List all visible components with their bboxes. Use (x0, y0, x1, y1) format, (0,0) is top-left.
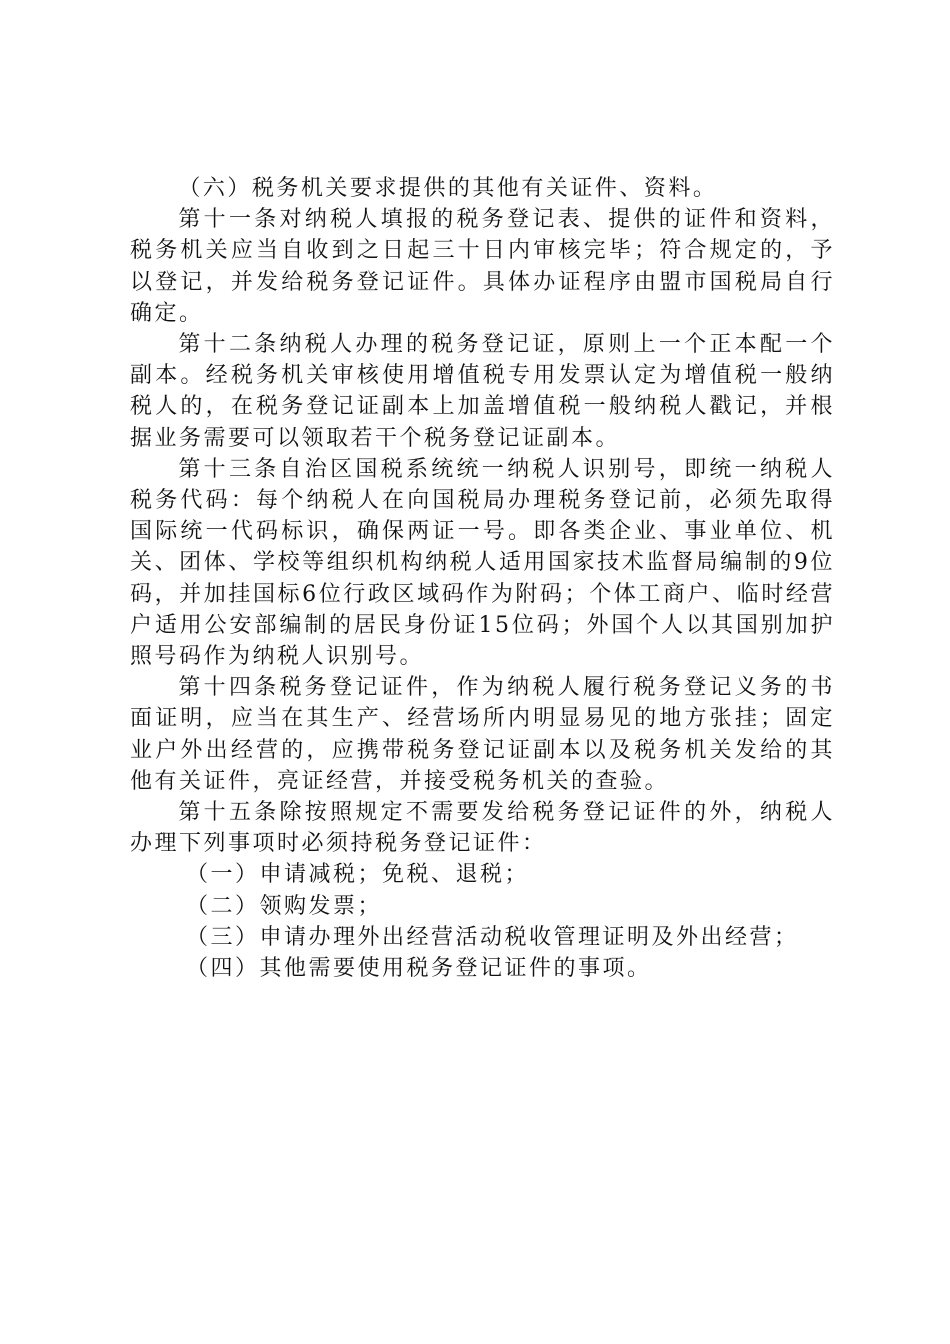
list-item-4: （四）其他需要使用税务登记证件的事项。 (186, 956, 652, 982)
paragraph-article-13: 第十三条自治区国税系统统一纳税人识别号，即统一纳税人税务代码：每个纳税人在向国税局办理税务登记前，必须先取得国际统一代码标识，确保两证一号。即各类企业、事业单位、机关、团体、学校等组织机构纳税人适用国家技术监督局编制的9位码，并加挂国标6位行政区域码作为附码；个体工商户、临时经营户适用公安部编制的居民身份证15位码；外国个人以其国别加护照号码作为纳税人识别号。 (130, 456, 835, 670)
list-item-2: （二）领购发票； (186, 893, 383, 919)
document-body (130, 173, 835, 984)
paragraph-article-14: 第十四条税务登记证件，作为纳税人履行税务登记义务的书面证明，应当在其生产、经营场所内明显易见的地方张挂；固定业户外出经营的，应携带税务登记证副本以及税务机关发给的其他有关证件，亮证经营，并接受税务机关的查验。 (130, 675, 835, 794)
list-item-1: （一）申请减税；免税、退税； (186, 862, 530, 888)
paragraph-article-15: 第十五条除按照规定不需要发给税务登记证件的外，纳税人办理下列事项时必须持税务登记证件： (130, 800, 835, 857)
paragraph-item-6: （六）税务机关要求提供的其他有关证件、资料。 (178, 176, 718, 201)
paragraph-article-12: 第十二条纳税人办理的税务登记证，原则上一个正本配一个副本。经税务机关审核使用增值税专用发票认定为增值税一般纳税人的，在税务登记证副本上加盖增值税一般纳税人戳记，并根据业务需要可以领取若干个税务登记证副本。 (130, 332, 835, 451)
list-item-3: （三）申请办理外出经营活动税收管理证明及外出经营； (186, 924, 799, 950)
paragraph-article-11: 第十一条对纳税人填报的税务登记表、提供的证件和资料，税务机关应当自收到之日起三十日内审核完毕；符合规定的，予以登记，并发给税务登记证件。具体办证程序由盟市国税局自行确定。 (130, 207, 835, 326)
